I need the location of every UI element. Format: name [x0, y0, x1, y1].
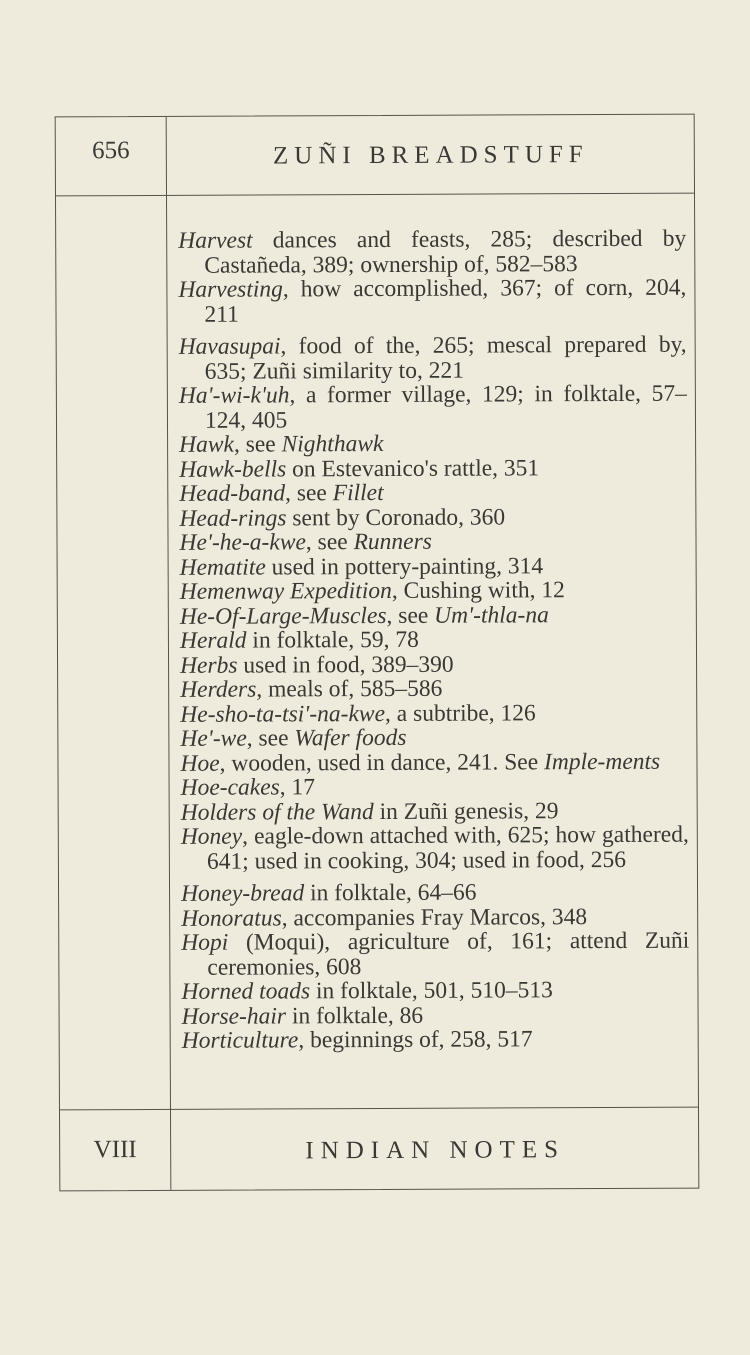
entry-term: Harvesting: [178, 276, 283, 303]
entry-text: used in pottery-painting, 314: [265, 552, 544, 580]
index-entry: [181, 798, 689, 825]
entry-text: , see: [233, 431, 282, 458]
entry-term: Herald: [179, 627, 247, 654]
entry-term: Hoe: [180, 750, 220, 777]
index-entry: [181, 978, 689, 1005]
index-entry: [178, 276, 686, 327]
entry-term: Hemenway Expedition: [179, 577, 392, 605]
index-entry: [178, 227, 686, 278]
entry-term: Nighthawk: [281, 430, 384, 458]
entry-term: Hawk-bells: [179, 455, 287, 483]
entry-term: He'-we: [180, 725, 247, 752]
index-entry: [179, 431, 687, 458]
entry-term: Herders: [180, 676, 257, 703]
entry-text: , Cushing with, 12: [391, 577, 565, 604]
entry-term: Honey: [180, 823, 243, 850]
index-entry: [181, 929, 689, 980]
index-entry: [180, 651, 688, 678]
entry-text: , 17: [279, 774, 316, 801]
header-row: [56, 115, 694, 197]
entry-text: , eagle-down attached with, 625; how gathered, 641; used in cooking, 304; used in food, 256: [206, 821, 689, 875]
entry-text: , food of the, 265; mescal prepared by, 635; Zuñi similarity to, 221: [204, 331, 687, 385]
entry-term: Horticulture: [181, 1027, 299, 1054]
entry-text: in folktale, 501, 510–513: [310, 977, 553, 1005]
entry-text: in Zuñi genesis, 29: [373, 797, 559, 825]
entry-text: , see: [246, 725, 295, 752]
entry-text: in folktale, 86: [285, 1002, 424, 1029]
entry-term: Honoratus: [181, 904, 282, 932]
index-entry: [180, 700, 688, 727]
index-entry: [180, 553, 688, 580]
entry-text: , a former village, 129; in folktale, 57–124, 405: [204, 380, 687, 434]
entry-term: Herbs: [179, 652, 238, 679]
index-entry: [182, 1002, 690, 1029]
index-entry: [181, 774, 689, 801]
entry-text: used in food, 389–390: [237, 651, 454, 679]
index-entry: [180, 749, 688, 776]
entry-term: He-Of-Large-Muscles: [179, 602, 387, 630]
entry-term: Fillet: [332, 479, 384, 507]
entry-term: Hawk: [179, 431, 234, 458]
entry-text: , wooden, used in dance, 241. See: [219, 748, 545, 777]
footer-row: [60, 1107, 698, 1191]
entry-term: Honey-bread: [180, 880, 305, 907]
entry-text: , how accomplished, 367; of corn, 204, 211: [204, 274, 687, 328]
entry-term: Hoe-cakes: [180, 774, 280, 801]
index-entries: [178, 227, 690, 1054]
volume-number: VIII: [93, 1136, 137, 1164]
entry-text: , accompanies Fray Marcos, 348: [281, 903, 588, 931]
entry-text: in folktale, 59, 78: [246, 626, 419, 654]
entry-term: Hematite: [179, 553, 266, 581]
entry-term: Head-band: [179, 480, 286, 507]
entry-term: Hopi: [181, 929, 229, 956]
index-entry: [179, 455, 687, 482]
entry-text: , see: [386, 602, 435, 629]
index-entry: [180, 602, 688, 629]
running-head: ZUÑI BREADSTUFF: [272, 141, 589, 170]
index-entry: [180, 578, 688, 605]
index-entry: [182, 1027, 690, 1054]
page-frame: [55, 114, 700, 1192]
entry-term: Wafer foods: [294, 724, 407, 752]
index-entry: [181, 880, 689, 907]
entry-term: Um'-thla-na: [434, 601, 549, 629]
column-divider: [166, 117, 172, 1190]
index-entry: [180, 627, 688, 654]
index-entry: [181, 823, 689, 874]
entry-text: , a subtribe, 126: [384, 699, 536, 727]
entry-term: Ha'-wi-k'uh: [178, 382, 290, 409]
entry-text: , meals of, 585–586: [256, 675, 443, 703]
entry-term: Havasupai: [178, 333, 281, 360]
entry-text: sent by Coronado, 360: [286, 503, 506, 531]
entry-term: Horned toads: [181, 978, 311, 1005]
entry-text: , beginnings of, 258, 517: [298, 1026, 533, 1054]
entry-text: on Estevanico's rattle, 351: [286, 454, 540, 482]
index-entry: [179, 382, 687, 433]
entry-term: Head-rings: [179, 504, 287, 532]
entry-term: Horse-hair: [181, 1002, 287, 1030]
entry-term: Runners: [353, 528, 432, 556]
index-entry: [179, 529, 687, 556]
index-entry: [180, 725, 688, 752]
index-entry: [179, 333, 687, 384]
page-number: 656: [91, 137, 130, 165]
index-entry: [180, 676, 688, 703]
entry-text: (Moqui), agriculture of, 161; attend Zuñi ceremonies, 608: [207, 927, 690, 981]
entry-text: in folktale, 64–66: [304, 879, 477, 907]
index-entry: [179, 504, 687, 531]
index-entry: [181, 904, 689, 931]
entry-term: Harvest: [178, 227, 253, 254]
entry-term: He'-he-a-kwe: [179, 529, 306, 556]
entry-term: He-sho-ta-tsi'-na-kwe: [180, 700, 386, 728]
entry-text: , see: [305, 529, 354, 556]
entry-text: dances and feasts, 285; described by Castañeda, 389; ownership of, 582–583: [204, 225, 687, 279]
entry-term: Holders of the Wand: [180, 798, 374, 826]
series-title: INDIAN NOTES: [305, 1136, 566, 1165]
index-entry: [179, 480, 687, 507]
entry-term: Imple-ments: [543, 748, 661, 775]
entry-text: , see: [284, 480, 333, 507]
